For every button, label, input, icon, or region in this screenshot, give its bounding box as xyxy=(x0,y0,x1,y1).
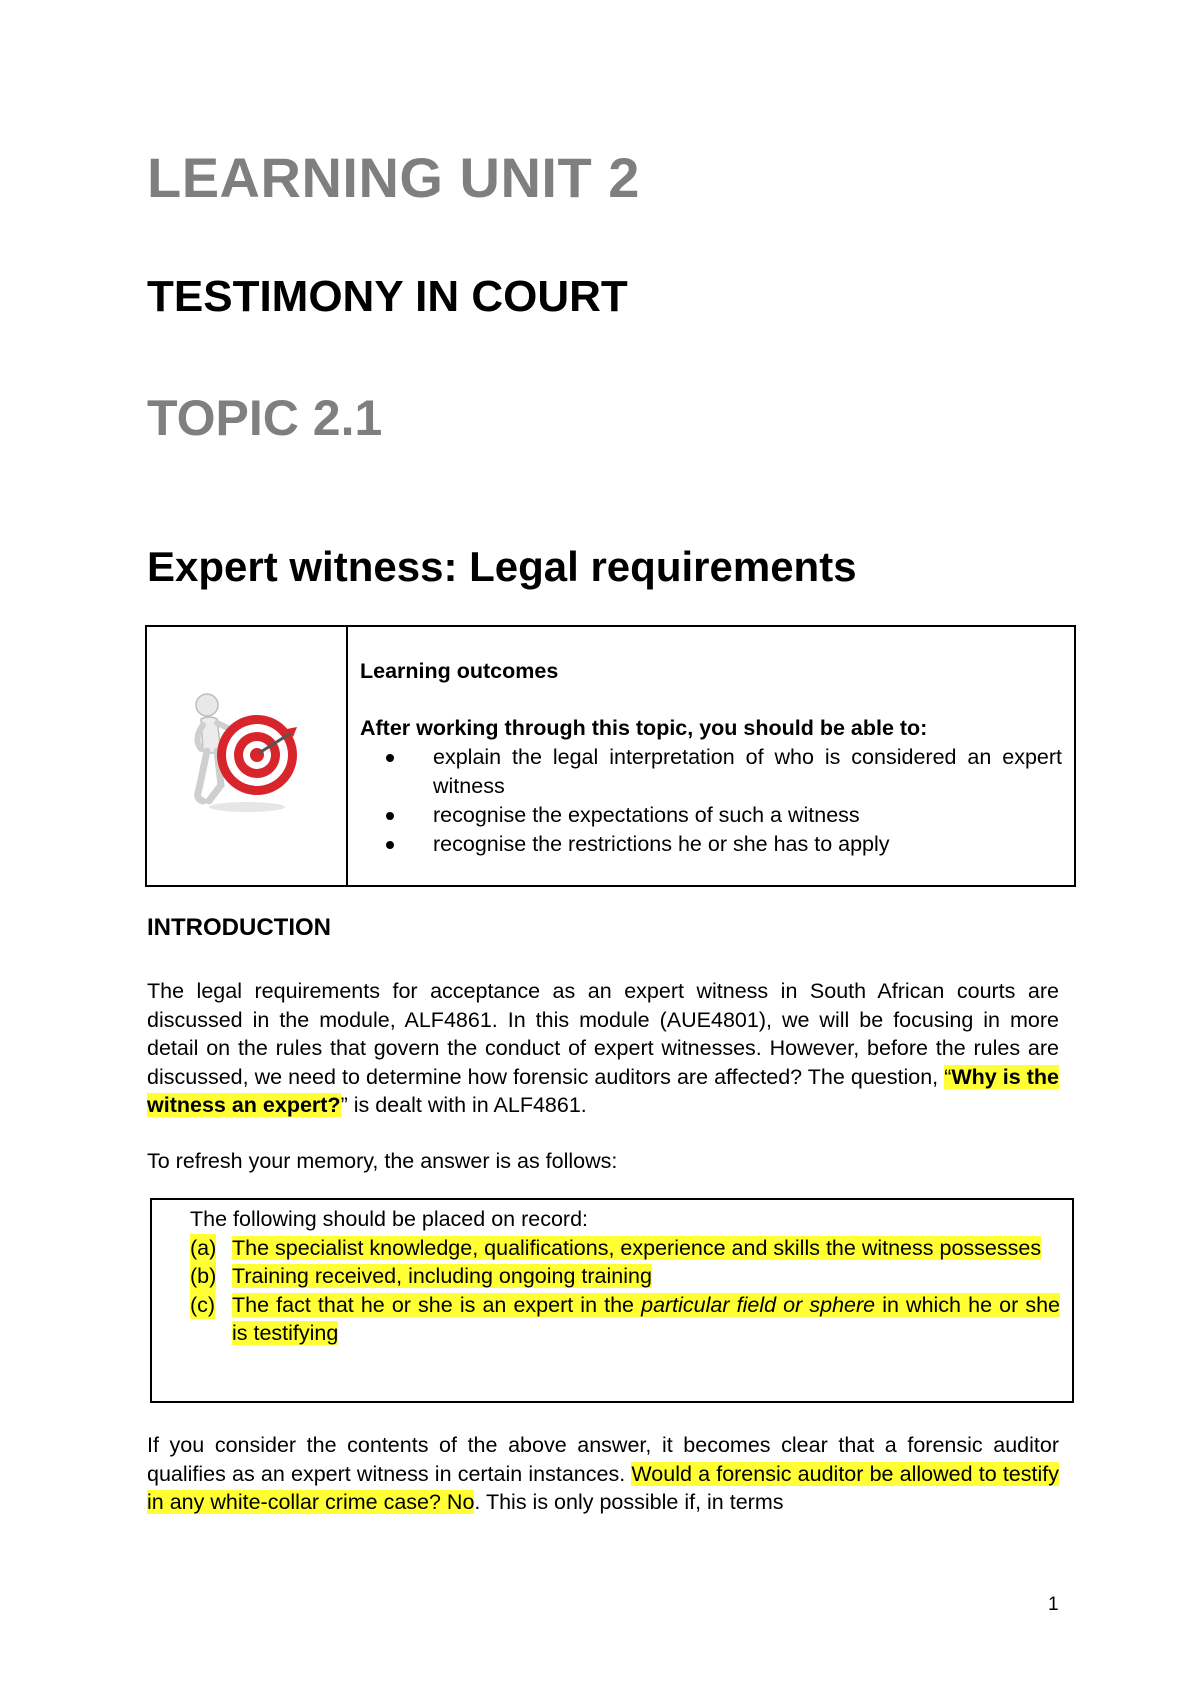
list-item xyxy=(360,743,1062,801)
bullet-icon xyxy=(386,812,394,820)
close-quote: ” xyxy=(340,1093,348,1117)
highlighted-question: Would a forensic auditor be allowed to testify in any white-collar crime case? No xyxy=(147,1461,1059,1514)
learning-outcomes-heading: Learning outcomes xyxy=(360,659,559,683)
paragraph-tail: is dealt with in ALF4861. xyxy=(347,1093,587,1117)
learning-unit-heading: LEARNING UNIT 2 xyxy=(147,146,640,209)
topic-heading: TOPIC 2.1 xyxy=(147,390,383,446)
page-number: 1 xyxy=(1048,1594,1059,1615)
learning-outcomes-icon-cell xyxy=(147,627,348,885)
item-text-end: in which he or she is testifying xyxy=(232,1292,1060,1345)
introduction-paragraph xyxy=(147,977,1059,1120)
refresh-paragraph: To refresh your memory, the answer is as follows: xyxy=(147,1149,618,1173)
record-item-c xyxy=(190,1291,1060,1348)
paragraph-text: If you consider the contents of the above answer, it becomes clear that a forensic auditor qualifies as an expert witness in certain instances. xyxy=(147,1433,1059,1486)
introduction-heading: INTRODUCTION xyxy=(147,914,331,941)
outcome-text: recognise the expectations of such a witness xyxy=(433,803,860,827)
record-item-b xyxy=(190,1262,1060,1291)
target-figure-icon xyxy=(187,689,299,817)
learning-outcomes-box xyxy=(145,625,1076,887)
bullet-icon xyxy=(386,754,394,762)
spacer xyxy=(360,686,1062,714)
item-label: (a) xyxy=(190,1234,216,1263)
item-label: (c) xyxy=(190,1291,215,1320)
item-text-italic: particular field or sphere xyxy=(641,1292,876,1317)
record-item-a xyxy=(190,1234,1060,1263)
learning-outcomes-lead: After working through this topic, you should be able to: xyxy=(360,716,928,740)
bullet-icon xyxy=(386,841,394,849)
learning-outcomes-list xyxy=(360,743,1062,859)
open-quote: “ xyxy=(944,1064,952,1089)
list-item xyxy=(360,830,1062,859)
item-label: (b) xyxy=(190,1262,216,1291)
item-text: Training received, including ongoing training xyxy=(232,1264,652,1288)
outcome-text: explain the legal interpretation of who is considered an expert witness xyxy=(433,745,1062,798)
item-text: The fact that he or she is an expert in the xyxy=(232,1292,642,1317)
subject-heading: TESTIMONY IN COURT xyxy=(147,272,628,321)
record-requirements-box xyxy=(150,1198,1074,1403)
topic-title: Expert witness: Legal requirements xyxy=(147,543,857,590)
highlighted-question: Why is the witness an expert? xyxy=(147,1064,1060,1117)
list-item xyxy=(360,801,1062,830)
record-lead: The following should be placed on record: xyxy=(190,1207,589,1231)
paragraph-tail: . This is only possible if, in terms xyxy=(474,1490,784,1514)
item-text: The specialist knowledge, qualifications, experience and skills the witness possesses xyxy=(232,1235,1042,1260)
outcome-text: recognise the restrictions he or she has to apply xyxy=(433,832,890,856)
closing-paragraph xyxy=(147,1431,1059,1517)
learning-outcomes-content xyxy=(348,627,1074,885)
paragraph-text: The legal requirements for acceptance as an expert witness in South African courts are discussed in the module, ALF4861. In this module (AUE4801), we will be focusing in more detail on the rules that govern the conduct of expert witnesses. However, before the rules are discussed, we need to determine how forensic auditors are affected? The question, xyxy=(147,979,1059,1089)
